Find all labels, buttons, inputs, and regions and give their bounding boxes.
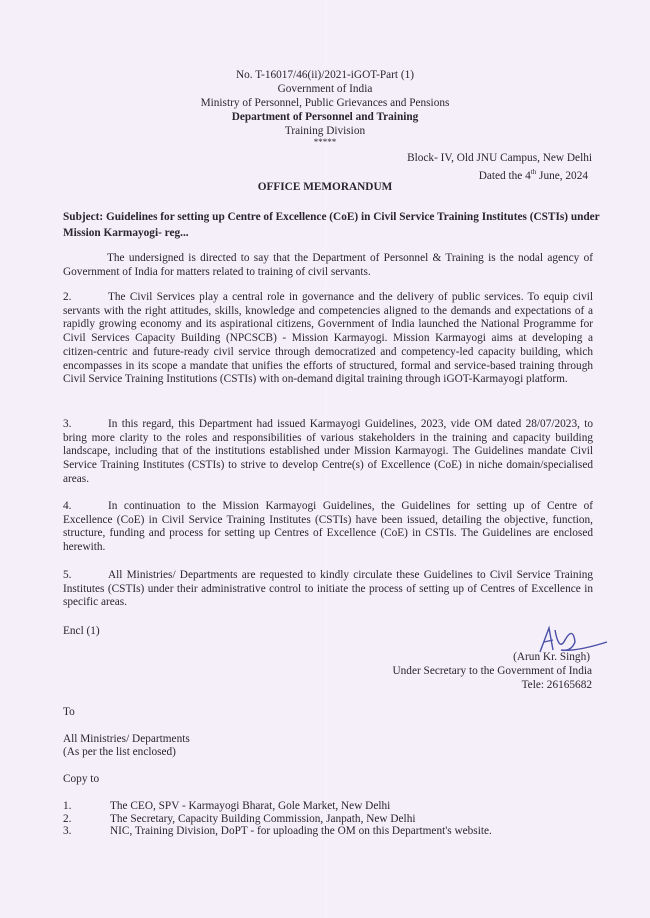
enclosure: Encl (1) (63, 625, 100, 637)
signatory-block (392, 650, 592, 692)
file-number: No. T-16017/46(ii)/2021-iGOT-Part (1) (235, 69, 415, 81)
location: Block- IV, Old JNU Campus, New Delhi (407, 152, 592, 164)
copy-to-label: Copy to (63, 773, 100, 785)
paragraph-number: 4. (63, 500, 72, 512)
paragraph-3 (63, 418, 593, 487)
paragraph-2 (63, 291, 593, 387)
paragraph-text: In continuation to the Mission Karmayogi Guidelines, the Guidelines for setting up of Centre of Excellence (CoE) in Civil Service Training Institutes (CSTIs) have been issued, detailing the objective, function, structure, funding and process for setting up Centres of Excellence (CoE) in CSTIs. The Guidelines are enclosed herewith. (63, 500, 593, 554)
paragraph-text: In this regard, this Department had issued Karmayogi Guidelines, 2023, vide OM dated 28/07/2023, to bring more clarity to the roles and responsibilities of various stakeholders in the training and capacity building landscape, including that of the institutions established under Mission Karmayogi. The Guidelines mandate Civil Service Training Institutes (CSTIs) to strive to develop Centre(s) of Excellence (CoE) in niche domain/specialised areas. (63, 418, 593, 485)
separator-stars: ***** (313, 137, 337, 147)
division: Training Division (284, 125, 366, 137)
paragraph-text: All Ministries/ Departments are requested to kindly circulate these Guidelines to Civil Service Training Institutes (CSTIs) under their administrative control to initiate the process of setting up of Centres of Excellence in specific areas. (63, 569, 593, 609)
department: Department of Personnel and Training (231, 111, 419, 123)
signatory-phone: Tele: 26165682 (521, 679, 592, 691)
signatory-name: (Arun Kr. Singh) (513, 651, 590, 663)
to-label: To (63, 706, 75, 718)
subject: Subject: Guidelines for setting up Centre of Excellence (CoE) in Civil Service Training Institutes (CSTIs) under Mission Karmayogi- reg... (63, 211, 600, 239)
list-item (63, 800, 492, 813)
recipient-line: (As per the list enclosed) (63, 746, 176, 758)
letterhead (0, 68, 650, 147)
list-number: 3. (63, 825, 72, 838)
paragraph-text: The Civil Services play a central role in governance and the delivery of public services. To equip civil servants with the right attitudes, skills, knowledge and competencies aligned to the demands and expectations of a rapidly growing economy and its aspirational citizens, Government of India launched the National Programme for Civil Services Capacity Building (NPCSCB) - Mission Karmayogi. Mission Karmayogi aims at developing a citizen-centric and future-ready civil service through democratized and competency-led capacity building, which encompasses in its scope a mandate that unifies the efforts of structured, formal and service-based training through Civil Service Training Institutions (CSTIs) with on-demand digital training through iGOT-Karmayogi platform. (63, 291, 593, 386)
paragraph-number: 3. (63, 418, 72, 430)
paragraph-5 (63, 569, 593, 610)
memo-title: OFFICE MEMORANDUM (257, 181, 393, 193)
address-block (407, 151, 592, 183)
paragraph-number: 5. (63, 569, 72, 581)
list-text: The Secretary, Capacity Building Commission, Janpath, New Delhi (110, 812, 416, 825)
list-item (63, 813, 492, 826)
list-text: The CEO, SPV - Karmayogi Bharat, Gole Market, New Delhi (110, 800, 391, 812)
recipients (63, 733, 190, 759)
list-text: NIC, Training Division, DoPT - for uploading the OM on this Department's website. (110, 825, 492, 838)
paragraph-4 (63, 500, 593, 555)
paragraph-1: The undersigned is directed to say that the Department of Personnel & Training is the nodal agency of Government of India for matters related to training of civil servants. (63, 252, 593, 278)
signatory-designation: Under Secretary to the Government of India (392, 665, 592, 677)
date-sup: th (530, 168, 537, 176)
ministry: Ministry of Personnel, Public Grievances and Pensions (200, 97, 450, 109)
government: Government of India (277, 83, 373, 95)
date-suffix: June, 2024 (536, 169, 588, 182)
date-prefix: Dated the 4 (478, 169, 531, 182)
copy-to-list (63, 800, 492, 838)
paragraph-number: 2. (63, 291, 72, 303)
recipient-line: All Ministries/ Departments (63, 733, 190, 745)
list-item (63, 825, 492, 838)
list-number: 1. (63, 800, 72, 812)
list-number: 2. (63, 812, 72, 825)
